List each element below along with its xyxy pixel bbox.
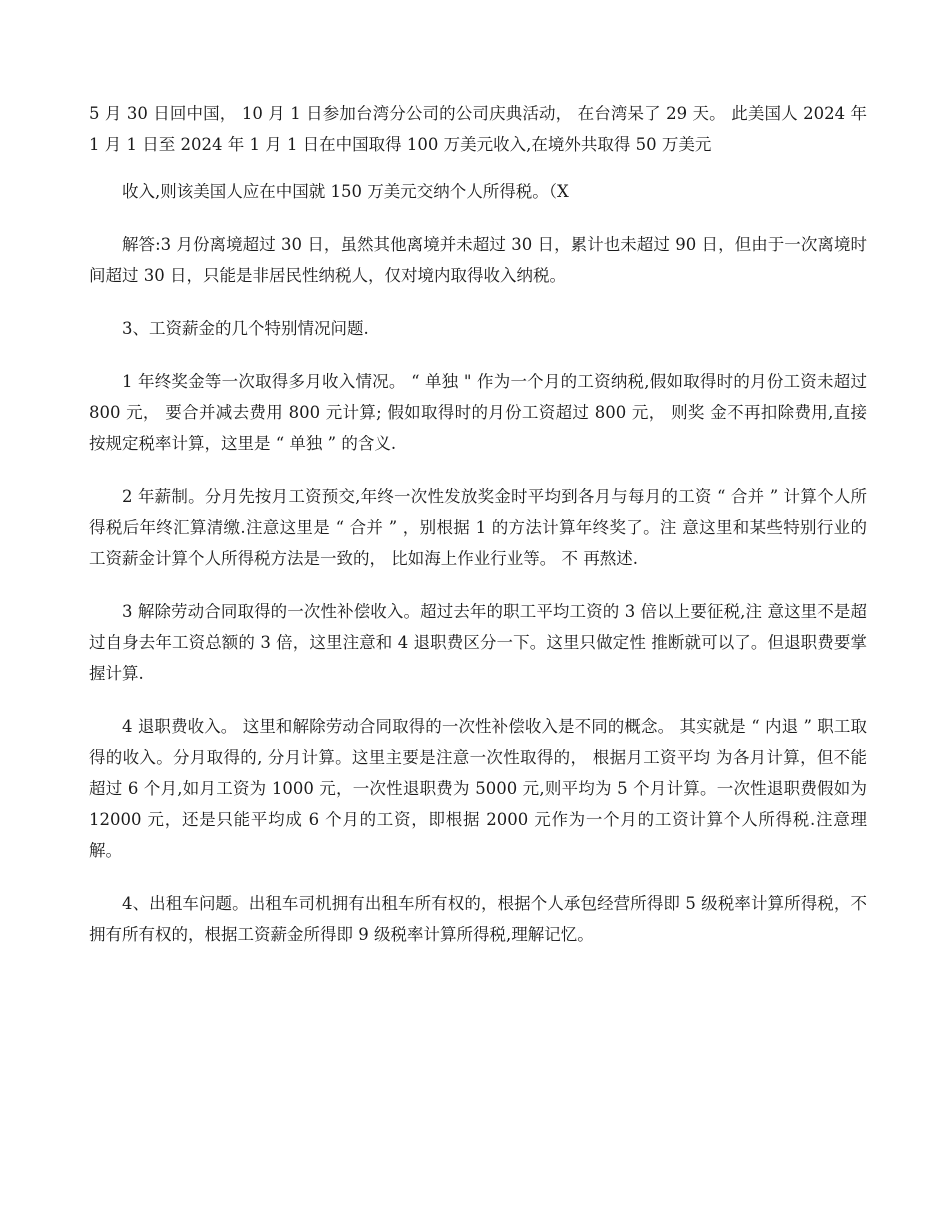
paragraph-answer: 解答:3 月份离境超过 30 日，虽然其他离境并未超过 30 日，累计也未超过 90 日，但由于一次离境时间超过 30 日，只能是非居民性纳税人，仅对境内取得收入纳税。 <box>89 235 867 285</box>
document-body <box>89 98 867 972</box>
paragraph-severance-compensation: 3 解除劳动合同取得的一次性补偿收入。超过去年的职工平均工资的 3 倍以上要征税,注 意这里不是超过自身去年工资总额的 3 倍，这里注意和 4 退职费区分一下。这里只做定性 推断就可以了。但退职费要掌握计算. <box>89 602 867 683</box>
paragraph-retirement-pay: 4 退职费收入。 这里和解除劳动合同取得的一次性补偿收入是不同的概念。 其实就是 “ 内退 ” 职工取得的收入。分月取得的, 分月计算。这里主要是注意一次性取得的， 根据月工资平均 为各月计算，但不能超过 6 个月,如月工资为 1000 元，一次性退职费为 5000 元,则平均为 5 个月计算。一次性退职费假如为 12000 元，还是只能平均成 6 个月的工资，即根据 2000 元作为一个月的工资计算个人所得税.注意理解。 <box>89 717 867 860</box>
paragraph-year-end-bonus: 1 年终奖金等一次取得多月收入情况。 “ 单独 " 作为一个月的工资纳税,假如取得时的月份工资未超过 800 元， 要合并减去费用 800 元计算; 假如取得时的月份工资超过 800 元， 则奖 金不再扣除费用,直接按规定税率计算，这里是 “ 单独 ” 的含义. <box>89 372 867 453</box>
paragraph-continued-example: 5 月 30 日回中国， 10 月 1 日参加台湾分公司的公司庆典活动， 在台湾呆了 29 天。 此美国人 2024 年 1 月 1 日至 2024 年 1 月 1 日在中国取得 100 万美元收入,在境外共取得 50 万美元 <box>89 104 867 154</box>
paragraph-annual-salary-system: 2 年薪制。分月先按月工资预交,年终一次性发放奖金时平均到各月与每月的工资 “ 合并 ” 计算个人所得税后年终汇算清缴.注意这里是 “ 合并 ” ，别根据 1 的方法计算年终奖了。注 意这里和某些特别行业的工资薪金计算个人所得税方法是一致的， 比如海上作业行业等。 不 再熬述. <box>89 487 867 568</box>
section-heading-taxi-question: 4、出租车问题。出租车司机拥有出租车所有权的，根据个人承包经营所得即 5 级税率计算所得税，不拥有所有权的，根据工资薪金所得即 9 级税率计算所得税,理解记忆。 <box>89 894 867 944</box>
section-heading-salary-special-cases: 3、工资薪金的几个特别情况问题. <box>122 319 369 338</box>
paragraph-example-conclusion: 收入,则该美国人应在中国就 150 万美元交纳个人所得税。（X <box>122 182 569 201</box>
